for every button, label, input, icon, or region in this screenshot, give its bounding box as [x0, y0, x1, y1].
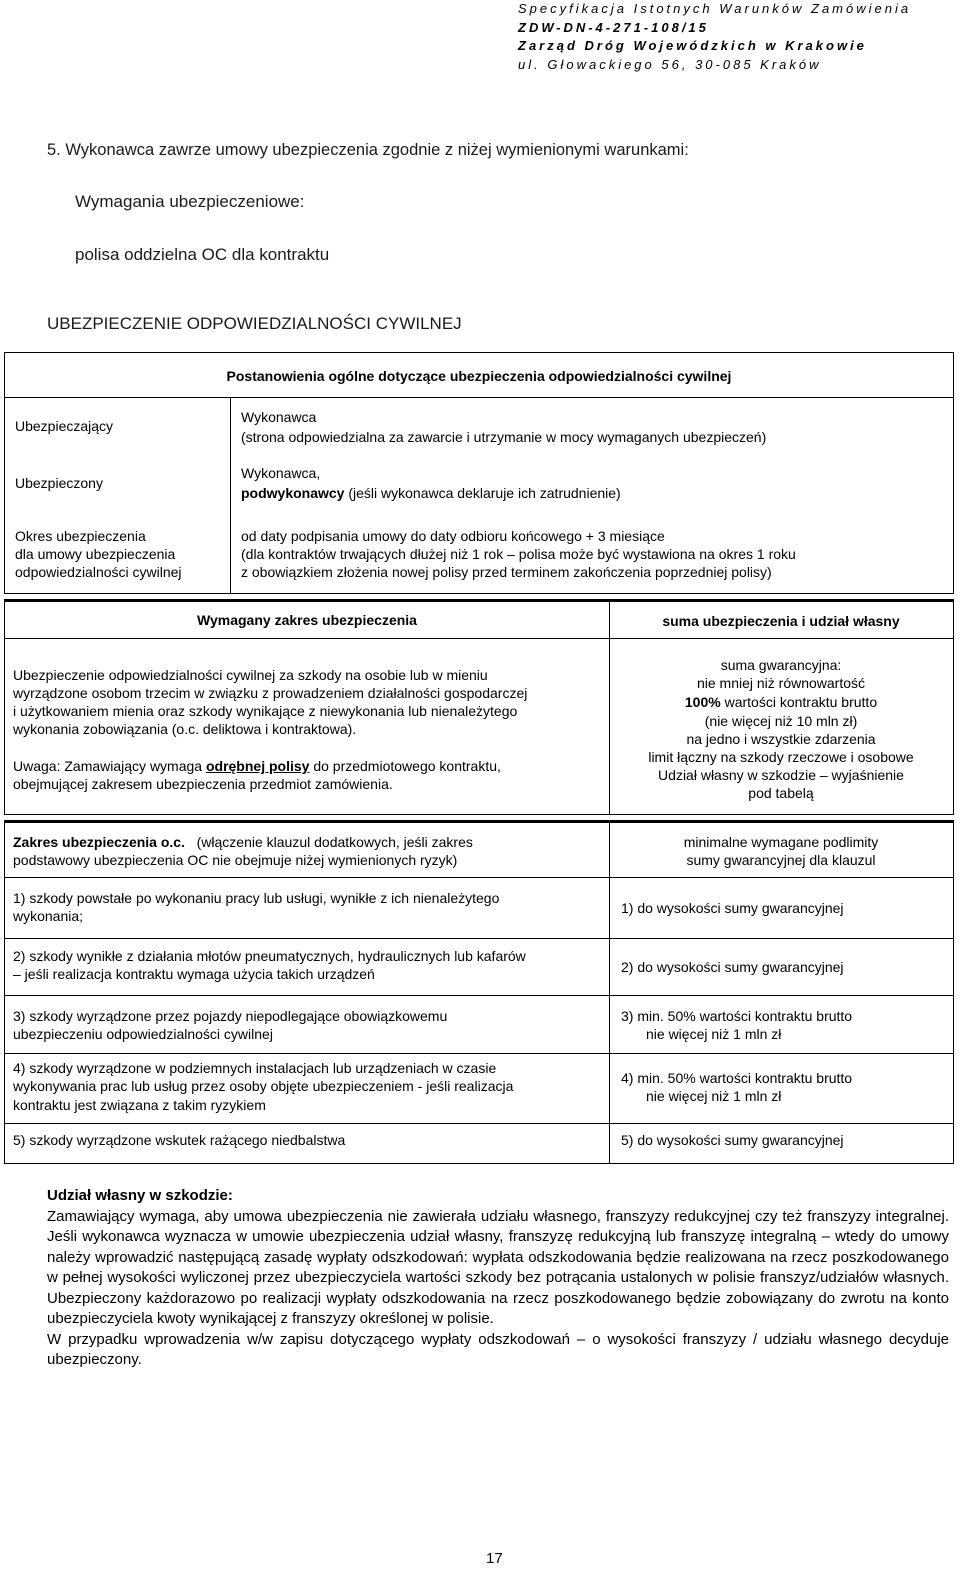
policy-heading: polisa oddzielna OC dla kontraktu	[75, 245, 330, 264]
sublimit-2: 2) do wysokości sumy gwarancyjnej	[621, 959, 844, 975]
header-spec-title: Specyfikacja Istotnych Warunków Zamówienia	[518, 1, 912, 16]
clause-3-line-1: 3) szkody wyrządzone przez pojazdy niepodlegające obowiązkowemu	[13, 1008, 448, 1024]
sum-line-4: (nie więcej niż 10 mln zł)	[704, 713, 858, 729]
period-value-3: z obowiązkiem złożenia nowej polisy przed terminem zakończenia poprzedniej polisy)	[241, 564, 772, 580]
sublimit-3-line-2: nie więcej niż 1 mln zł	[646, 1026, 782, 1042]
note-prefix: Uwaga: Zamawiający wymaga	[13, 758, 206, 774]
own-share-paragraph-1: Zamawiający wymaga, aby umowa ubezpieczenia nie zawierała udziału własnego, franszyzy redukcyjnej czy też franszyzy integralnej. Jeśli wykonawca wyznacza w umowie ubezpieczenia udział własny, franszyzę redukcyjną lub franszyzę integralną – wtedy do umowy należy wprowadzić następującą zasadę wypłaty odszkodowań: wypłata odszkodowania będzie realizowana na rzecz poszkodowanego w pełnej wysokości wyliczonej przez ubezpieczyciela wartości szkody bez potrącania ustalonych w polisie franszyz/udziałów własnych. Ubezpieczony każdorazowo po realizacji wypłaty odszkodowania na rzecz poszkodowanego będzie zobowiązany do zwrotu na konto ubezpieczyciela kwoty wynikającej z franszyzy określonej w polisie.	[47, 1207, 949, 1327]
page-number: 17	[486, 1550, 503, 1567]
sum-percent: 100%	[684, 694, 721, 710]
period-value-1: od daty podpisania umowy do daty odbioru końcowego + 3 miesiące	[241, 528, 665, 544]
header-address: ul. Głowackiego 56, 30-085 Kraków	[518, 56, 822, 72]
sum-line-5: na jedno i wszystkie zdarzenia	[686, 731, 876, 747]
document-header	[518, 0, 938, 74]
section-heading: UBEZPIECZENIE ODPOWIEDZIALNOŚCI CYWILNEJ	[47, 314, 462, 333]
sum-line-3	[609, 693, 953, 711]
clause-2-line-1: 2) szkody wynikłe z działania młotów pneumatycznych, hydraulicznych lub kafarów	[13, 948, 526, 964]
period-label-3: odpowiedzialności cywilnej	[15, 564, 182, 580]
insured-label: Ubezpieczony	[15, 475, 103, 491]
insurer-note: (strona odpowiedzialna za zawarcie i utrzymanie w mocy wymaganych ubezpieczeń)	[241, 429, 767, 445]
header-case-number: ZDW-DN-4-271-108/15	[518, 19, 709, 35]
sublimits-header-2: sumy gwarancyjnej dla klauzul	[686, 852, 876, 868]
required-scope-table	[4, 599, 954, 815]
insured-value: Wykonawca,	[241, 465, 321, 481]
sum-line-8: pod tabelą	[748, 785, 814, 801]
scope-line-3: i użytkowaniem mienia oraz szkody wynikające z niewykonania lub nienależytego	[13, 703, 518, 719]
scope-note-line-2: obejmującej zakresem ubezpieczenia przedmiot zamówienia.	[13, 776, 393, 792]
clause-2-line-2: – jeśli realizacja kontraktu wymaga użycia takich urządzeń	[13, 966, 375, 982]
clause-3-line-2: ubezpieczeniu odpowiedzialności cywilnej	[13, 1026, 273, 1042]
clause-1-line-2: wykonania;	[13, 908, 84, 924]
table-title: Postanowienia ogólne dotyczące ubezpieczenia odpowiedzialności cywilnej	[226, 368, 732, 384]
insured-note	[241, 484, 621, 502]
scope-line-2: wyrządzone osobom trzecim w związku z prowadzeniem działalności gospodarczej	[13, 685, 528, 701]
additional-clauses-table	[4, 820, 954, 1164]
subcontractors-note: (jeśli wykonawca deklaruje ich zatrudnienie)	[344, 485, 621, 501]
clause-4-line-1: 4) szkody wyrządzone w podziemnych instalacjach lub urządzeniach w czasie	[13, 1060, 497, 1076]
clause-5: 5) szkody wyrządzone wskutek rażącego niedbalstwa	[13, 1132, 346, 1148]
separate-policy-text: odrębnej polisy	[205, 758, 310, 774]
scope-line-1: Ubezpieczenie odpowiedzialności cywilnej za szkody na osobie lub w mieniu	[13, 667, 488, 683]
sublimits-header-1: minimalne wymagane podlimity	[683, 834, 879, 850]
sublimit-1: 1) do wysokości sumy gwarancyjnej	[621, 900, 844, 916]
own-share-title: Udział własny w szkodzie:	[47, 1187, 233, 1204]
clauses-header-bold: Zakres ubezpieczenia o.c.	[13, 834, 185, 850]
clauses-header-text: (włączenie klauzul dodatkowych, jeśli zakres	[184, 834, 473, 850]
header-institution: Zarząd Dróg Wojewódzkich w Krakowie	[518, 38, 867, 53]
clauses-header-line-2: podstawowy ubezpieczenia OC nie obejmuje niżej wymienionych ryzyk)	[13, 852, 458, 868]
sum-header: suma ubezpieczenia i udział własny	[662, 613, 900, 629]
sum-line-1: suma gwarancyjna:	[720, 657, 842, 673]
scope-line-4: wykonania zobowiązania (o.c. deliktowa i kontraktowa).	[13, 721, 357, 737]
sum-line-2: nie mniej niż równowartość	[696, 675, 866, 691]
own-share-section	[47, 1186, 949, 1371]
insurer-value: Wykonawca	[241, 409, 317, 425]
sum-line-7: Udział własny w szkodzie – wyjaśnienie	[658, 767, 904, 783]
own-share-paragraph-2: W przypadku wprowadzenia w/w zapisu dotyczącego wypłaty odszkodowań – o wysokości franszyzy / udziału własnego decyduje ubezpieczony.	[47, 1330, 949, 1368]
scope-note-line-1	[13, 757, 501, 775]
period-label-1: Okres ubezpieczenia	[15, 528, 146, 544]
clause-4-line-3: kontraktu jest związana z takim ryzykiem	[13, 1097, 266, 1113]
general-provisions-table	[4, 352, 954, 594]
sublimit-4-line-2: nie więcej niż 1 mln zł	[646, 1088, 782, 1104]
sublimit-4-line-1: 4) min. 50% wartości kontraktu brutto	[621, 1070, 853, 1086]
scope-header: Wymagany zakres ubezpieczenia	[197, 612, 417, 628]
clause-4-line-2: wykonywania prac lub usług przez osoby objęte ubezpieczeniem - jeśli realizacja	[13, 1078, 514, 1094]
sublimit-3-line-1: 3) min. 50% wartości kontraktu brutto	[621, 1008, 853, 1024]
period-label-2: dla umowy ubezpieczenia	[15, 546, 176, 562]
sum-line-6: limit łączny na szkody rzeczowe i osobowe	[648, 749, 914, 765]
section-item-5: 5. Wykonawca zawrze umowy ubezpieczenia zgodnie z niżej wymienionymi warunkami:	[47, 141, 689, 159]
insurer-label: Ubezpieczający	[15, 418, 114, 434]
note-suffix: do przedmiotowego kontraktu,	[309, 758, 501, 774]
requirements-heading: Wymagania ubezpieczeniowe:	[75, 192, 305, 211]
clauses-header-line-1	[13, 833, 473, 851]
sum-percent-text: wartości kontraktu brutto	[720, 694, 878, 710]
period-value-2: (dla kontraktów trwających dłużej niż 1 rok – polisa może być wystawiona na okres 1 roku	[241, 546, 796, 562]
subcontractors-text: podwykonawcy	[241, 485, 345, 501]
sublimit-5: 5) do wysokości sumy gwarancyjnej	[621, 1132, 844, 1148]
clause-1-line-1: 1) szkody powstałe po wykonaniu pracy lub usługi, wynikłe z ich nienależytego	[13, 890, 500, 906]
